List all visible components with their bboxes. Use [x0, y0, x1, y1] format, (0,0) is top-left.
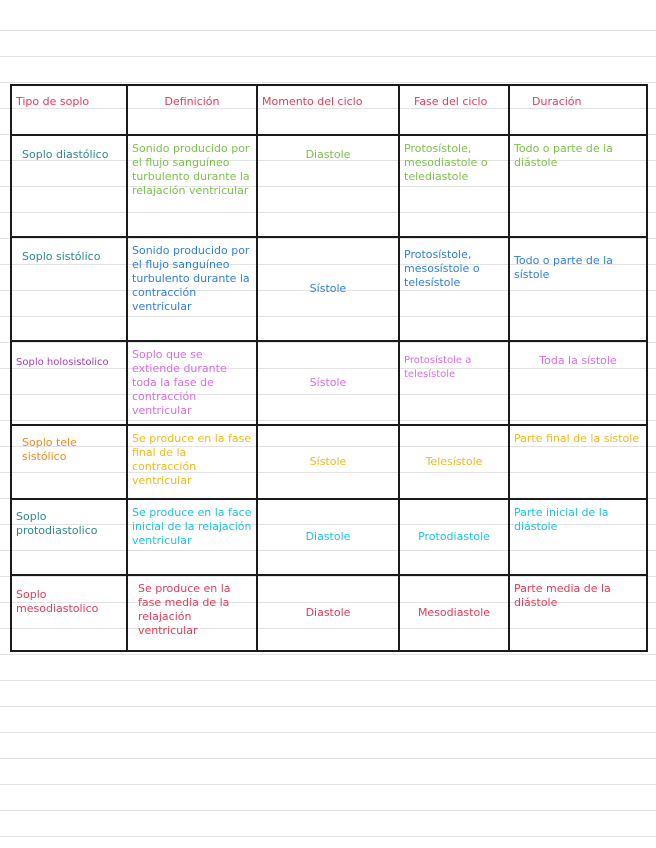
cell-definicion: Sonido producido por el flujo sanguíneo turbulento durante la relajación ventricular [127, 135, 257, 237]
cell-duracion: Parte inicial de la diástole [509, 499, 647, 575]
cell-duracion: Toda la sístole [509, 341, 647, 425]
cell-fase: Protosístole, mesodiastole o telediastole [399, 135, 509, 237]
cell-definicion: Se produce en la fase final de la contracción ventricular [127, 425, 257, 499]
cell-fase: Mesodiastole [399, 575, 509, 651]
cell-definicion: Se produce en la fase media de la relajación ventricular [127, 575, 257, 651]
cell-fase: Protodiastole [399, 499, 509, 575]
header-duracion: Duración [509, 85, 647, 135]
table-row [11, 135, 647, 237]
header-momento: Momento del ciclo [257, 85, 399, 135]
cell-fase: Telesístole [399, 425, 509, 499]
cell-momento: Sístole [257, 237, 399, 341]
table-row [11, 499, 647, 575]
table-row [11, 425, 647, 499]
cell-momento: Sístole [257, 341, 399, 425]
header-tipo: Tipo de soplo [11, 85, 127, 135]
cell-duracion: Parte media de la diástole [509, 575, 647, 651]
cell-fase: Protosístole, mesosístole o telesístole [399, 237, 509, 341]
header-fase: Fase del ciclo [399, 85, 509, 135]
cell-duracion: Parte final de la sístole [509, 425, 647, 499]
header-row [11, 85, 647, 135]
cell-tipo: Soplo tele sistólico [11, 425, 127, 499]
cell-momento: Diastole [257, 575, 399, 651]
cell-momento: Sístole [257, 425, 399, 499]
cell-tipo: Soplo mesodiastolico [11, 575, 127, 651]
cell-momento: Diastole [257, 135, 399, 237]
cell-tipo: Soplo protodiastolico [11, 499, 127, 575]
cell-tipo: Soplo sistólico [11, 237, 127, 341]
murmur-table [10, 84, 648, 652]
header-definicion: Definición [127, 85, 257, 135]
cell-momento: Diastole [257, 499, 399, 575]
cell-duracion: Todo o parte de la diástole [509, 135, 647, 237]
cell-definicion: Se produce en la face inicial de la relajación ventricular [127, 499, 257, 575]
cell-duracion: Todo o parte de la sístole [509, 237, 647, 341]
cell-definicion: Sonido producido por el flujo sanguíneo turbulento durante la contracción ventricular [127, 237, 257, 341]
table-row [11, 341, 647, 425]
cell-tipo: Soplo holosistolico [11, 341, 127, 425]
cell-fase: Protosístole a telesístole [399, 341, 509, 425]
table-row [11, 237, 647, 341]
cell-tipo: Soplo diastólico [11, 135, 127, 237]
table-row [11, 575, 647, 651]
cell-definicion: Soplo que se extiende durante toda la fase de contracción ventricular [127, 341, 257, 425]
